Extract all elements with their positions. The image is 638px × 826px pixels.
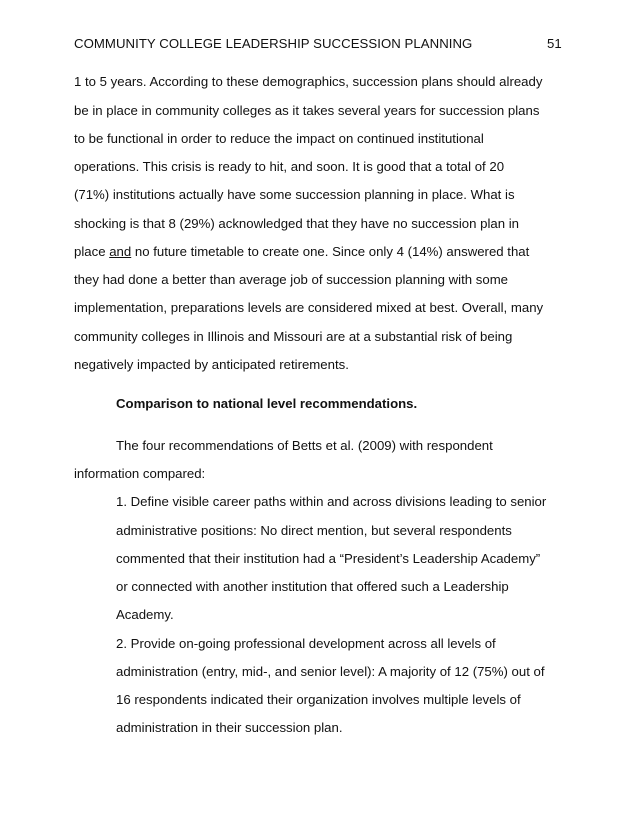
body-line: (71%) institutions actually have some succession planning in place. What is (74, 187, 515, 202)
underlined-word: and (109, 244, 132, 259)
page-number: 51 (547, 36, 562, 51)
body-line: shocking is that 8 (29%) acknowledged that they have no succession plan in (74, 216, 519, 231)
list-item-line: administration in their succession plan. (116, 720, 343, 735)
list-item-line: Academy. (116, 607, 174, 622)
body-text: place (74, 244, 110, 259)
body-line (74, 244, 529, 260)
body-line: they had done a better than average job of succession planning with some (74, 272, 509, 287)
body-line: negatively impacted by anticipated retirements. (74, 357, 349, 372)
body-line: to be functional in order to reduce the impact on continued institutional (74, 131, 484, 146)
list-item-line: commented that their institution had a “President’s Leadership Academy” (116, 551, 541, 566)
body-text: no future timetable to create one. Since only 4 (14%) answered that (131, 244, 530, 259)
body-line: community colleges in Illinois and Missouri are at a substantial risk of being (74, 329, 513, 344)
running-header: COMMUNITY COLLEGE LEADERSHIP SUCCESSION PLANNING (74, 36, 473, 51)
list-item-line: or connected with another institution that offered such a Leadership (116, 579, 509, 594)
list-item-line: administration (entry, mid-, and senior level): A majority of 12 (75%) out of (116, 664, 545, 679)
list-item-line: 1. Define visible career paths within and across divisions leading to senior (116, 494, 547, 509)
section-heading: Comparison to national level recommendations. (116, 396, 418, 411)
list-item-line: 2. Provide on-going professional development across all levels of (116, 636, 496, 651)
body-line: implementation, preparations levels are considered mixed at best. Overall, many (74, 300, 544, 315)
body-line: be in place in community colleges as it takes several years for succession plans (74, 103, 540, 118)
body-line: 1 to 5 years. According to these demographics, succession plans should already (74, 74, 543, 89)
body-line: information compared: (74, 466, 206, 481)
list-item-line: administrative positions: No direct mention, but several respondents (116, 523, 512, 538)
list-item-line: 16 respondents indicated their organization involves multiple levels of (116, 692, 521, 707)
body-line: The four recommendations of Betts et al. (2009) with respondent (116, 438, 493, 453)
body-line: operations. This crisis is ready to hit, and soon. It is good that a total of 20 (74, 159, 505, 174)
